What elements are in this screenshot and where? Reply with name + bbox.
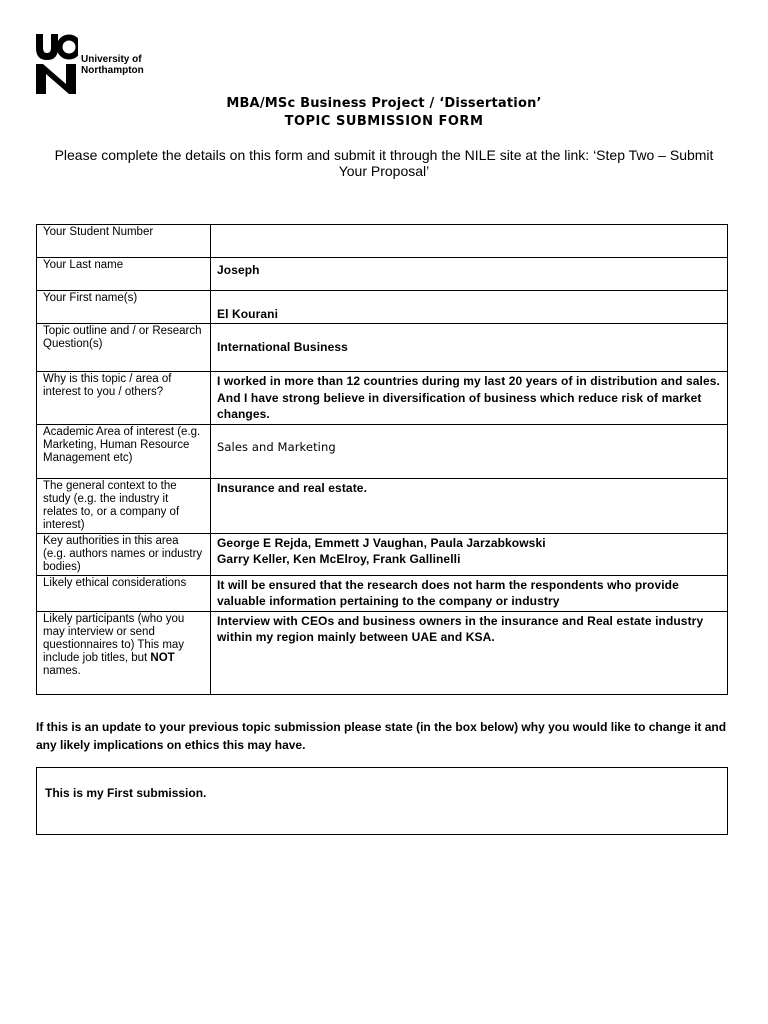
table-row [37,478,728,533]
answer-topic-outline[interactable] [211,324,728,372]
answer-why-topic[interactable] [211,372,728,425]
table-row [37,225,728,258]
question-text-end: names. [43,664,81,677]
university-name [81,54,144,76]
question-general-context: The general context to the study (e.g. the industry it relates to, or a company of interest) [37,478,211,533]
answer-last-name[interactable] [211,258,728,291]
table-row [37,324,728,372]
table-row [37,533,728,575]
uon-logo-icon [36,34,78,94]
university-name-line1: University of [81,54,142,65]
table-row [37,575,728,611]
instructions-line2: Your Proposal’ [338,163,430,179]
question-academic-area: Academic Area of interest (e.g. Marketing, Human Resource Management etc) [37,424,211,478]
instructions-line1: Please complete the details on this form and submit it through the NILE site at the link: ‘Step Two – Submit [54,147,714,163]
answer-general-context[interactable] [211,478,728,533]
answer-text: Interview with CEOs and business owners in the insurance and Real estate industry within my region mainly between UAE and KSA. [217,613,704,644]
answer-academic-area[interactable] [211,424,728,478]
form-title: TOPIC SUBMISSION FORM [284,114,484,129]
answer-key-authorities[interactable] [211,533,728,575]
question-text: Likely participants (who you may interview or send questionnaires to) This may include job titles, but [43,612,185,664]
university-name-line2: Northampton [81,65,144,76]
update-instructions: If this is an update to your previous topic submission please state (in the box below) why you would like to change it and any likely implications on ethics this may have. [36,720,727,752]
answer-text: International Business [217,340,348,355]
table-row [37,611,728,694]
answer-text: I worked in more than 12 countries during my last 20 years of in distribution and sales. And I have strong believe in diversification of business which reduce risk of market changes. [217,374,720,421]
answer-text: El Kourani [217,306,279,321]
answer-text: Sales and Marketing [217,439,336,454]
submission-form-table [36,224,728,695]
answer-text: George E Rejda, Emmett J Vaughan, Paula Jarzabkowski [217,535,546,550]
question-ethical-considerations: Likely ethical considerations [37,575,211,611]
table-row [37,258,728,291]
answer-text: It will be ensured that the research does not harm the respondents who provide valuable information pertaining to the company or industry [217,577,679,608]
question-student-number: Your Student Number [37,225,211,258]
answer-first-name[interactable] [211,291,728,324]
update-reason-text: This is my First submission. [45,786,207,800]
question-key-authorities: Key authorities in this area (e.g. authors names or industry bodies) [37,533,211,575]
document-title: MBA/MSc Business Project / ‘Dissertation’ [226,96,542,111]
table-row [37,424,728,478]
answer-text: Garry Keller, Ken McElroy, Frank Gallinelli [217,552,461,566]
question-topic-outline: Topic outline and / or Research Question(s) [37,324,211,372]
question-why-topic: Why is this topic / area of interest to you / others? [37,372,211,425]
answer-text: Joseph [217,263,260,277]
question-likely-participants [37,611,211,694]
answer-ethical-considerations[interactable] [211,575,728,611]
table-row [37,291,728,324]
answer-text: Insurance and real estate. [217,480,367,495]
question-first-name: Your First name(s) [37,291,211,324]
instructions [40,147,728,179]
university-logo [36,34,166,94]
question-last-name: Your Last name [37,258,211,291]
answer-student-number[interactable] [211,225,728,258]
table-row [37,372,728,425]
answer-likely-participants[interactable] [211,611,728,694]
update-reason-box[interactable] [36,767,728,835]
question-emphasis: NOT [150,651,175,664]
